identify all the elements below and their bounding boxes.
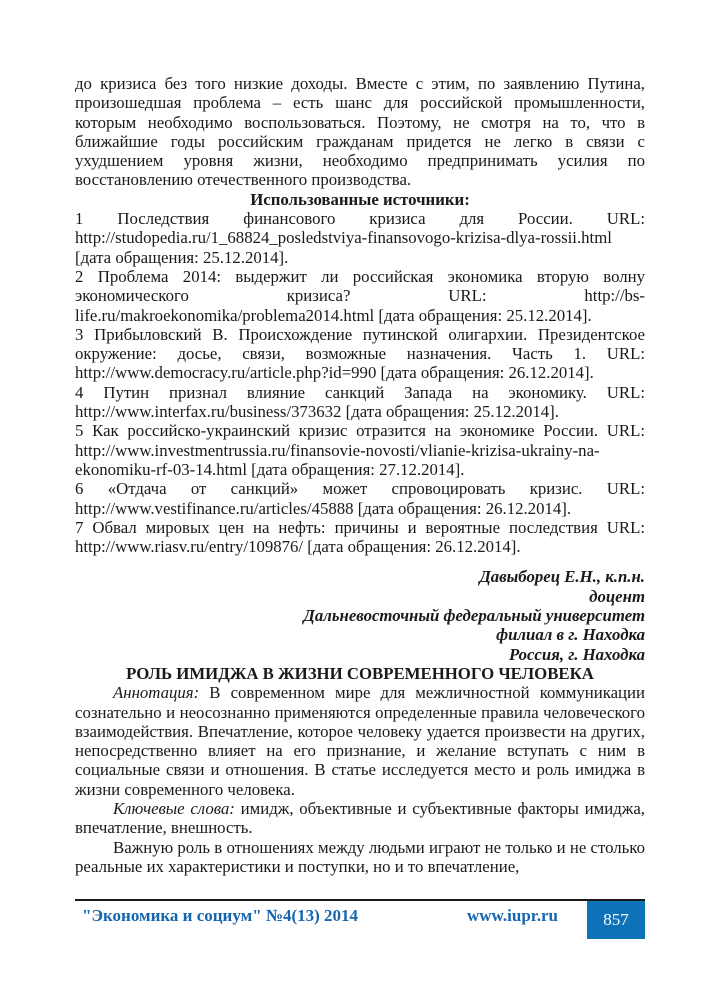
footer-divider — [75, 899, 645, 901]
source-item-5: 5 Как российско-украинский кризис отразится на экономике России. URL: http://www.investmentrussia.ru/finansovie-novosti/vlianie-krizisa-ukrainy-na-ekonomiku-rf-03-14.html [дата обращения: 27.12.2014]. — [75, 421, 645, 479]
source-item-6: 6 «Отдача от санкций» может спровоцировать кризис. URL: http://www.vestifinance.ru/articles/45888 [дата обращения: 26.12.2014]. — [75, 479, 645, 518]
abstract-text: В современном мире для межличностной коммуникации сознательно и неосознанно применяются определенные правила человеческого взаимодействия. Впечатление, которое человеку удается произвести на других, непосредственно влияет на его признание, и желание вступать с ним в социальные связи и отношения. В статье исследуется место и роль имиджа в жизни современного человека. — [75, 683, 645, 799]
continuation-paragraph: до кризиса без того низкие доходы. Вместе с этим, по заявлению Путина, произошедшая проблема – есть шанс для российской промышленности, которым необходимо воспользоваться. Поэтому, не смотря на то, что в ближайшие годы российским гражданам придется не легко в связи с ухудшением уровня жизни, необходимо предпринимать усилия по восстановлению отечественного производства. — [75, 74, 645, 190]
page-number-badge: 857 — [587, 901, 645, 939]
footer-website: www.iupr.ru — [467, 906, 559, 925]
source-item-7: 7 Обвал мировых цен на нефть: причины и вероятные последствия URL: http://www.riasv.ru/entry/109876/ [дата обращения: 26.12.2014]. — [75, 517, 645, 557]
source-item-4: 4 Путин признал влияние санкций Запада на экономику. URL: http://www.interfax.ru/business/373632 [дата обращения: 25.12.2014]. — [75, 382, 645, 422]
article-title: РОЛЬ ИМИДЖА В ЖИЗНИ СОВРЕМЕННОГО ЧЕЛОВЕКА — [126, 663, 594, 683]
abstract-paragraph — [75, 683, 645, 799]
keywords-text: имидж, объективные и субъективные факторы имиджа, впечатление, внешность. — [75, 798, 645, 838]
keywords-label: Ключевые слова: — [113, 798, 235, 818]
author-name: Давыборец Е.Н., к.п.н. — [479, 567, 645, 587]
source-item-3: 3 Прибыловский В. Происхождение путинской олигархии. Президентское окружение: досье, связи, возможные назначения. Часть 1. URL: http://www.democracy.ru/article.php?id=990 [дата обращения: 26.12.2014]. — [75, 324, 645, 383]
abstract-label: Аннотация: — [113, 683, 200, 703]
source-item-2: 2 Проблема 2014: выдержит ли российская экономика вторую волну экономического кризиса? URL: http://bs-life.ru/makroekonomika/problema2014.html [дата обращения: 25.12.2014]. — [75, 266, 645, 325]
keywords-paragraph — [75, 799, 645, 838]
document-content — [75, 74, 645, 876]
author-location: Россия, г. Находка — [508, 644, 645, 664]
footer-journal-title: "Экономика и социум" №4(13) 2014 — [82, 906, 359, 925]
body-paragraph: Важную роль в отношениях между людьми играют не только и не столько реальные их характеристики и поступки, но и то впечатление, — [75, 837, 645, 876]
author-block — [75, 567, 645, 663]
sources-heading: Использованные источники: — [250, 189, 470, 209]
author-position: доцент — [589, 586, 645, 606]
author-university: Дальневосточный федеральный университет — [303, 606, 645, 626]
author-branch: филиал в г. Находка — [496, 625, 645, 645]
source-item-1: 1 Последствия финансового кризиса для России. URL: http://studopedia.ru/1_68824_posledstviya-finansovogo-krizisa-dlya-rossii.html [дата обращения: 25.12.2014]. — [75, 209, 645, 267]
